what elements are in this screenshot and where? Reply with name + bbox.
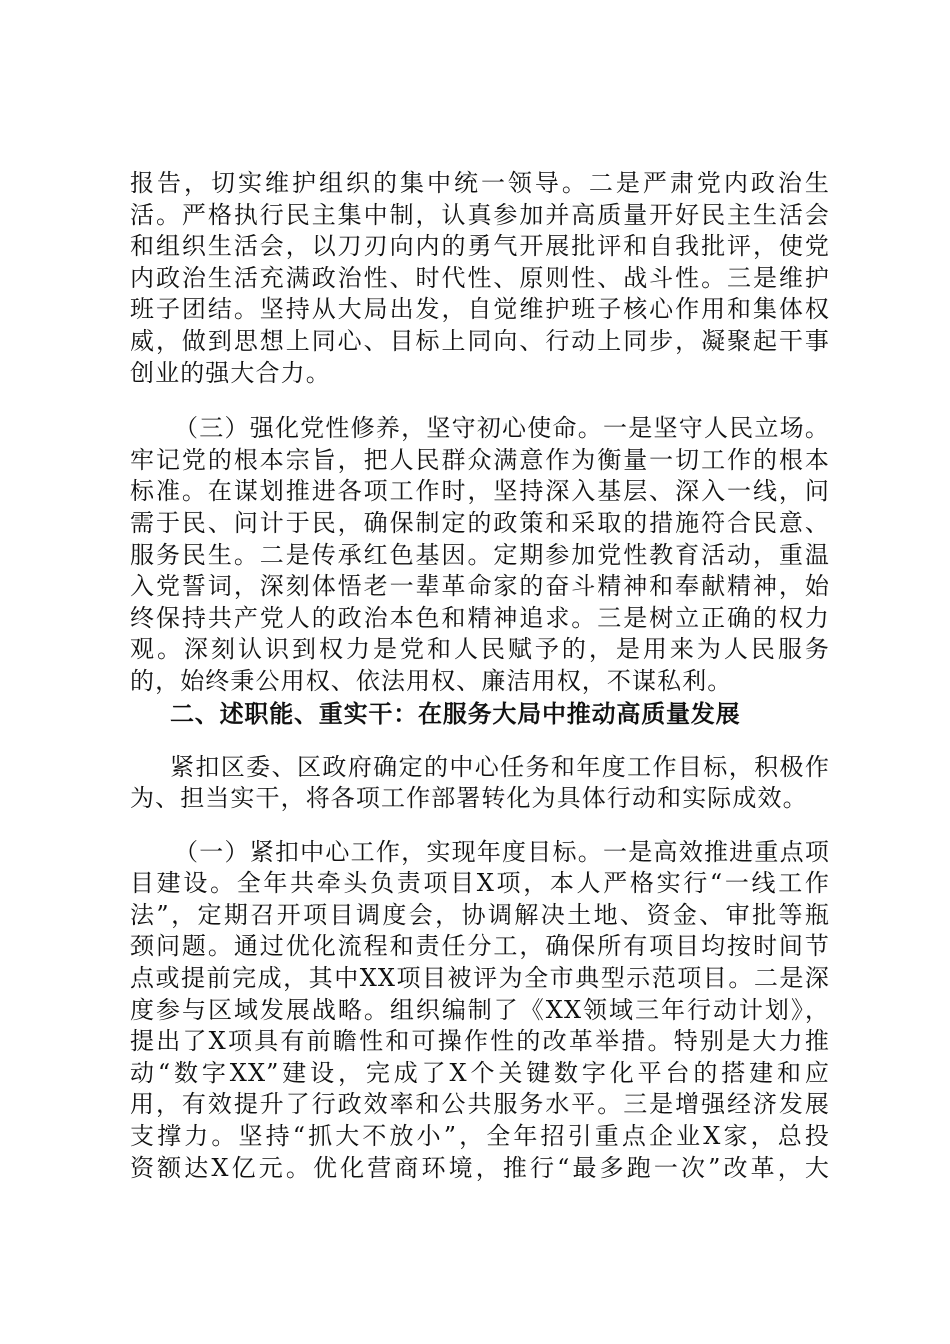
section-heading: 二、述职能、重实干：在服务大局中推动高质量发展 xyxy=(170,699,741,728)
text-line: 用，有效提升了行政效率和公共服务水平。三是增强经济发展 xyxy=(130,1090,830,1119)
paragraph-1 xyxy=(130,168,830,389)
document-page xyxy=(130,168,830,1184)
text-line: 入党誓词，深刻体悟老一辈革命家的奋斗精神和奉献精神，始 xyxy=(130,572,830,601)
text-line: 服务民生。二是传承红色基因。定期参加党性教育活动，重温 xyxy=(130,540,830,569)
text-line: 标准。在谋划推进各项工作时，坚持深入基层、深入一线，问 xyxy=(130,477,830,506)
text-line: 度参与区域发展战略。组织编制了《XX领域三年行动计划》， xyxy=(130,995,830,1024)
text-line: 终保持共产党人的政治本色和精神追求。三是树立正确的权力 xyxy=(130,603,830,632)
paragraph-2 xyxy=(130,413,830,697)
text-line: 观。深刻认识到权力是党和人民赋予的，是用来为人民服务 xyxy=(130,635,830,664)
text-line: 创业的强大合力。 xyxy=(130,358,331,387)
text-line: 法”，定期召开项目调度会，协调解决土地、资金、审批等瓶 xyxy=(130,900,830,929)
text-line: 资额达X亿元。优化营商环境，推行“最多跑一次”改革，大 xyxy=(130,1153,830,1182)
text-line: 内政治生活充满政治性、时代性、原则性、战斗性。三是维护 xyxy=(130,263,830,292)
text-line: 支撑力。坚持“抓大不放小”，全年招引重点企业X家，总投 xyxy=(130,1122,830,1151)
text-line: 威，做到思想上同心、目标上同向、行动上同步，凝聚起干事 xyxy=(130,326,830,355)
text-line: （三）强化党性修养，坚守初心使命。一是坚守人民立场。 xyxy=(174,414,830,443)
text-line: 班子团结。坚持从大局出发，自觉维护班子核心作用和集体权 xyxy=(130,295,830,324)
text-line: 为、担当实干，将各项工作部署转化为具体行动和实际成效。 xyxy=(130,784,808,813)
text-line: （一）紧扣中心工作，实现年度目标。一是高效推进重点项 xyxy=(174,837,830,866)
text-line: 和组织生活会，以刀刃向内的勇气开展批评和自我批评，使党 xyxy=(130,232,830,261)
text-line: 活。严格执行民主集中制，认真参加并高质量开好民主生活会 xyxy=(130,200,830,229)
text-line: 报告，切实维护组织的集中统一领导。二是严肃党内政治生 xyxy=(130,169,830,197)
paragraph-4 xyxy=(130,837,830,1185)
text-line: 牢记党的根本宗旨，把人民群众满意作为衡量一切工作的根本 xyxy=(130,445,830,474)
text-line: 颈问题。通过优化流程和责任分工，确保所有项目均按时间节 xyxy=(130,932,830,961)
text-line: 需于民、问计于民，确保制定的政策和采取的措施符合民意、 xyxy=(130,508,830,537)
text-line: 动“数字XX”建设，完成了X个关键数字化平台的搭建和应 xyxy=(130,1058,830,1087)
text-line: 提出了X项具有前瞻性和可操作性的改革举措。特别是大力推 xyxy=(130,1027,830,1056)
paragraph-3 xyxy=(130,752,830,815)
text-line: 的，始终秉公用权、依法用权、廉洁用权，不谋私利。 xyxy=(130,666,733,695)
text-line: 目建设。全年共牵头负责项目X项，本人严格实行“一线工作 xyxy=(130,869,830,898)
text-line: 紧扣区委、区政府确定的中心任务和年度工作目标，积极作 xyxy=(170,752,830,781)
text-line: 点或提前完成，其中XX项目被评为全市典型示范项目。二是深 xyxy=(130,964,830,993)
